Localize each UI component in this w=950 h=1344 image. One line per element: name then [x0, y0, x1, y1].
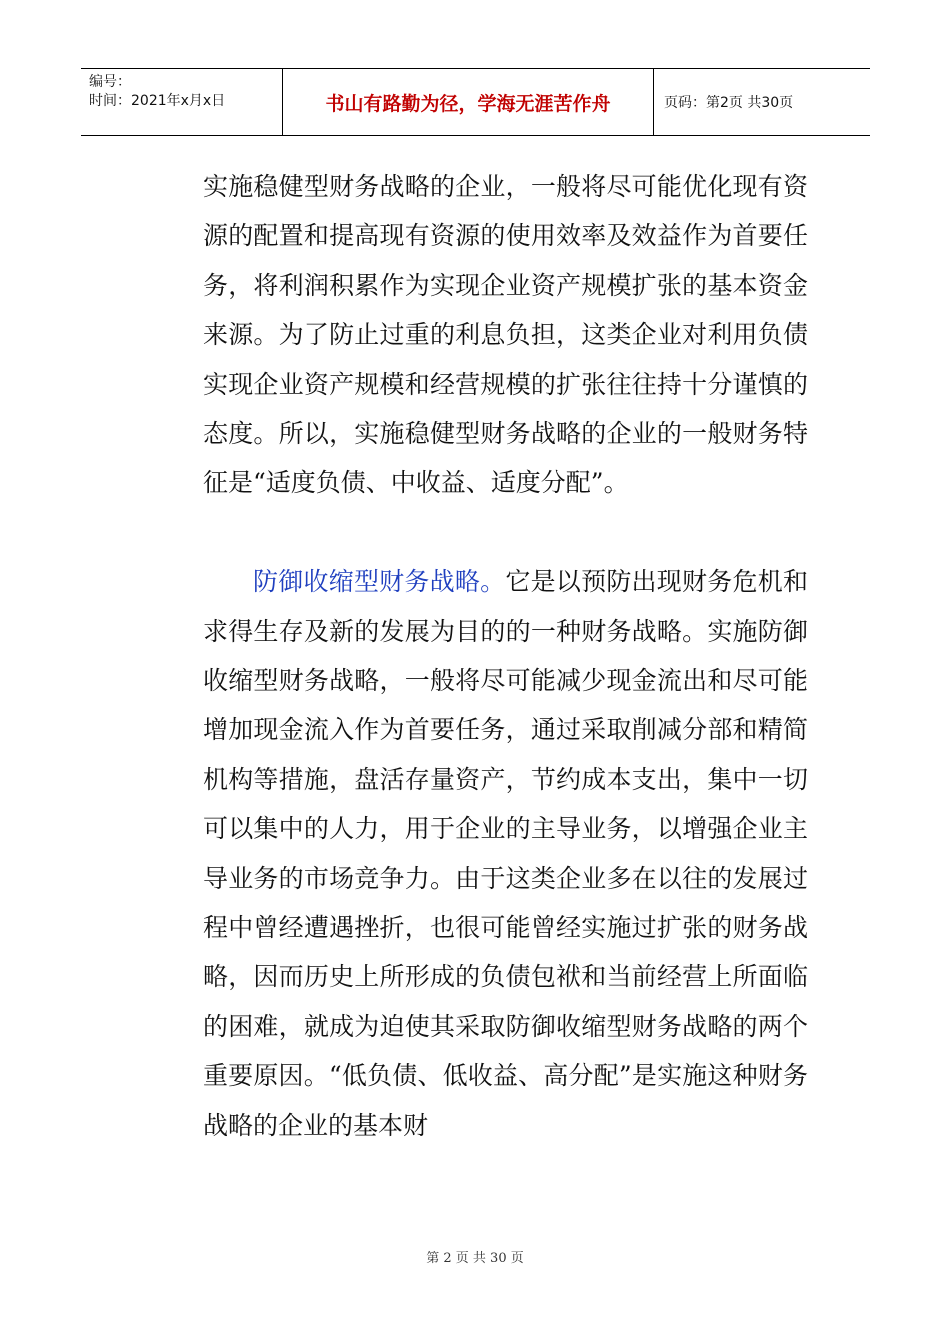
paragraph-lead-heading: 防御收缩型财务战略。	[253, 567, 506, 597]
header-number-label: 编号：	[89, 74, 131, 90]
paragraph-defensive-strategy	[203, 557, 808, 1150]
header-meta	[81, 69, 282, 135]
header-page-code: 页码：第2页 共30页	[664, 95, 794, 111]
document-header	[81, 68, 870, 136]
header-motto: 书山有路勤为径，学海无涯苦作舟	[282, 69, 654, 135]
header-time-label: 时间：2021年x月x日	[89, 93, 226, 109]
paragraph-stable-strategy: 实施稳健型财务战略的企业，一般将尽可能优化现有资源的配置和提高现有资源的使用效率及效益作为首要任务，将利润积累作为实现企业资产规模扩张的基本资金来源。为了防止过重的利息负担，这类企业对利用负债实现企业资产规模和经营规模的扩张往往持十分谨慎的态度。所以，实施稳健型财务战略的企业的一般财务特征是“适度负债、中收益、适度分配”。	[203, 172, 808, 498]
page-footer: 第 2 页 共 30 页	[426, 1251, 524, 1266]
paragraph-body-text: 它是以预防出现财务危机和求得生存及新的发展为目的的一种财务战略。实施防御收缩型财务战略，一般将尽可能减少现金流出和尽可能增加现金流入作为首要任务，通过采取削减分部和精简机构等措施，盘活存量资产，节约成本支出，集中一切可以集中的人力，用于企业的主导业务，以增强企业主导业务的市场竞争力。由于这类企业多在以往的发展过程中曾经遭遇挫折，也很可能曾经实施过扩张的财务战略，因而历史上所形成的负债包袱和当前经营上所面临的困难，就成为迫使其采取防御收缩型财务战略的两个重要原因。“低负债、低收益、高分配”是实施这种财务战略的企业的基本财	[203, 567, 808, 1140]
document-body	[203, 162, 808, 1150]
